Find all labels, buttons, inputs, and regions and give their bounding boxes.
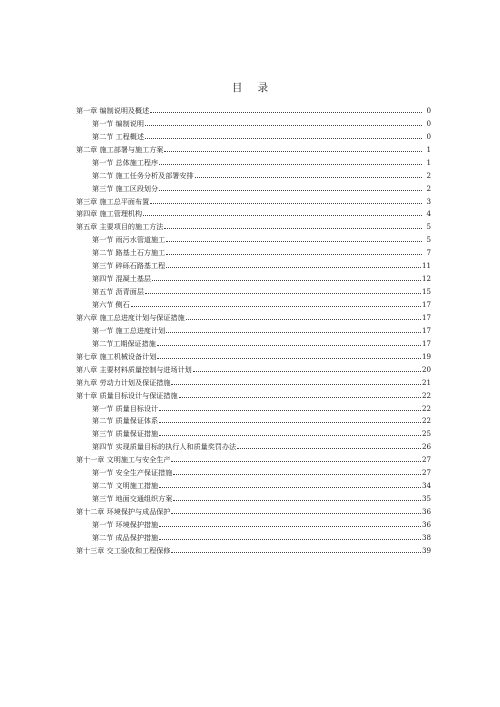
toc-entry-label: 第一节 总体施工程序 — [92, 157, 159, 167]
toc-dot-leader — [171, 552, 420, 553]
toc-section-entry[interactable] — [76, 128, 431, 141]
toc-section-entry[interactable] — [76, 244, 431, 257]
toc-page-number: 27 — [421, 455, 431, 465]
toc-entry-label: 第六节 侧石 — [92, 300, 130, 309]
toc-entry-label: 第一节 环境保护措施 — [92, 519, 159, 529]
toc-dot-leader — [237, 448, 421, 449]
toc-page-number: 27 — [421, 468, 431, 478]
toc-entry-label: 第三节 地面交通组织方案 — [92, 494, 173, 504]
toc-page-number: 3 — [426, 196, 431, 206]
toc-entry-label: 第二节 成品保护措施 — [92, 532, 159, 542]
toc-chapter-entry[interactable] — [76, 387, 431, 400]
toc-entry-label: 第六章 施工总进度计划与保证措施 — [76, 312, 185, 322]
toc-entry-label: 第三章 施工总平面布置 — [76, 196, 150, 206]
toc-page-number: 5 — [426, 235, 431, 245]
toc-section-entry[interactable] — [76, 400, 431, 413]
toc-dot-leader — [145, 125, 422, 126]
toc-dot-leader — [159, 422, 421, 423]
toc-dot-leader — [159, 526, 421, 527]
toc-section-entry[interactable] — [76, 529, 431, 542]
toc-section-entry[interactable] — [76, 115, 431, 128]
toc-page-number: 15 — [421, 287, 431, 297]
toc-entry-label: 第一节 安全生产保证措施 — [92, 468, 173, 478]
toc-chapter-entry[interactable] — [76, 193, 431, 206]
toc-page-number: 17 — [421, 338, 431, 348]
toc-page-number: 25 — [421, 429, 431, 439]
toc-chapter-entry[interactable] — [76, 218, 431, 231]
toc-chapter-entry[interactable] — [76, 542, 431, 555]
toc-entry-label: 第二节 施工任务分析及部署安排 — [92, 170, 194, 180]
toc-chapter-entry[interactable] — [76, 102, 431, 115]
toc-page-number: 36 — [421, 519, 431, 529]
toc-entry-label: 第二章 施工部署与施工方案 — [76, 144, 164, 154]
toc-section-entry[interactable] — [76, 335, 431, 348]
toc-entry-label: 第二节 质量保证体系 — [92, 416, 159, 426]
toc-entry-label: 第三节 质量保证措施 — [92, 429, 159, 439]
toc-dot-leader — [159, 164, 422, 165]
toc-page-number: 5 — [426, 222, 431, 232]
toc-dot-leader — [145, 138, 422, 139]
toc-dot-leader — [166, 267, 421, 268]
toc-page-number: 12 — [421, 274, 431, 284]
toc-dot-leader — [131, 306, 421, 307]
toc-page-number: 11 — [421, 261, 431, 271]
toc-chapter-entry[interactable] — [76, 503, 431, 516]
toc-entry-label: 第十三章 交工验收和工程保修 — [76, 545, 171, 555]
toc-section-entry[interactable] — [76, 180, 431, 193]
toc-entry-label: 第一节 施工总进度计划 — [92, 325, 166, 335]
toc-title: 目 录 — [231, 82, 275, 94]
toc-page-number: 21 — [421, 377, 431, 387]
toc-dot-leader — [164, 228, 422, 229]
toc-dot-leader — [150, 112, 422, 113]
toc-chapter-entry[interactable] — [76, 141, 431, 154]
toc-page-number: 17 — [421, 325, 431, 335]
toc-dot-leader — [186, 319, 421, 320]
toc-page-number: 4 — [426, 209, 431, 219]
toc-entry-label: 第五章 主要项目的施工方法 — [76, 222, 164, 232]
toc-dot-leader — [173, 474, 421, 475]
toc-dot-leader — [179, 397, 421, 398]
toc-entry-label: 第八章 主要材料质量控制与进场计划 — [76, 364, 192, 374]
toc-section-entry[interactable] — [76, 231, 431, 244]
toc-dot-leader — [143, 215, 422, 216]
toc-entry-label: 第四节 混凝土基层 — [92, 274, 152, 284]
toc-section-entry[interactable] — [76, 283, 431, 296]
toc-entry-label: 第四节 实现质量目标的执行人和质量奖罚办法 — [92, 442, 237, 452]
toc-entry-label: 第三节 碎砾石路基工程 — [92, 261, 166, 271]
toc-dot-leader — [159, 539, 421, 540]
toc-entry-label: 第一节 编制说明 — [92, 118, 144, 128]
toc-entry-label: 第二节工期保证措施 — [92, 338, 156, 348]
toc-dot-leader — [159, 487, 421, 488]
toc-entry-label: 第一节 质量目标设计 — [92, 403, 159, 413]
toc-section-entry[interactable] — [76, 257, 431, 270]
toc-dot-leader — [157, 358, 421, 359]
toc-dot-leader — [159, 410, 421, 411]
toc-page-number: 0 — [426, 118, 431, 128]
toc-page-number: 2 — [426, 183, 431, 193]
toc-section-entry[interactable] — [76, 464, 431, 477]
toc-page-number: 2 — [426, 170, 431, 180]
toc-page-number: 26 — [421, 442, 431, 452]
toc-section-entry[interactable] — [76, 425, 431, 438]
toc-dot-leader — [171, 384, 420, 385]
toc-dot-leader — [152, 280, 421, 281]
toc-page-number: 20 — [421, 364, 431, 374]
toc-entry-label: 第七章 施工机械设备计划 — [76, 351, 157, 361]
toc-entry-label: 第一节 雨污水管道施工 — [92, 235, 166, 245]
toc-chapter-entry[interactable] — [76, 309, 431, 322]
toc-page-number: 39 — [421, 545, 431, 555]
toc-page-number: 7 — [426, 248, 431, 258]
toc-chapter-entry[interactable] — [76, 361, 431, 374]
toc-entry-label: 第二节 路基土石方施工 — [92, 248, 166, 258]
toc-dot-leader — [173, 500, 421, 501]
toc-section-entry[interactable] — [76, 490, 431, 503]
toc-page-number: 19 — [421, 351, 431, 361]
toc-dot-leader — [166, 332, 421, 333]
toc-chapter-entry[interactable] — [76, 348, 431, 361]
toc-section-entry[interactable] — [76, 438, 431, 451]
toc-dot-leader — [171, 461, 420, 462]
toc-page-number: 0 — [426, 131, 431, 141]
toc-page-number: 34 — [421, 481, 431, 491]
toc-page-number: 17 — [421, 300, 431, 309]
toc-section-entry[interactable] — [76, 296, 431, 309]
toc-dot-leader — [193, 371, 421, 372]
toc-page-number: 22 — [421, 390, 431, 400]
toc-section-entry[interactable] — [76, 322, 431, 335]
toc-page-number: 1 — [426, 144, 431, 154]
toc-section-entry[interactable] — [76, 167, 431, 180]
toc-entry-label: 第四章 施工管理机构 — [76, 209, 143, 219]
toc-entry-label: 第三节 施工区段划分 — [92, 183, 159, 193]
toc-entry-label: 第一章 编制说明及概述 — [76, 105, 150, 115]
toc-entry-label: 第二节 工程概述 — [92, 131, 144, 141]
toc-section-entry[interactable] — [76, 154, 431, 167]
toc-page-number: 1 — [426, 157, 431, 167]
toc-page-number: 38 — [421, 532, 431, 542]
toc-dot-leader — [145, 293, 421, 294]
toc-page-number: 35 — [421, 494, 431, 504]
toc-dot-leader — [159, 190, 422, 191]
toc-dot-leader — [171, 513, 420, 514]
toc-chapter-entry[interactable] — [76, 374, 431, 387]
toc-page-number: 22 — [421, 403, 431, 413]
toc-dot-leader — [157, 345, 421, 346]
toc-dot-leader — [150, 203, 422, 204]
toc-dot-leader — [166, 254, 422, 255]
toc-page-number: 0 — [426, 105, 431, 115]
toc-dot-leader — [195, 177, 422, 178]
toc-section-entry[interactable] — [76, 413, 431, 426]
toc-chapter-entry[interactable] — [76, 451, 431, 464]
toc-entry-label: 第十二章 环境保护与成品保护 — [76, 507, 171, 516]
toc-section-entry[interactable] — [76, 516, 431, 529]
table-of-contents — [76, 102, 431, 555]
toc-entry-label: 第九章 劳动力计划及保证措施 — [76, 377, 171, 387]
toc-entry-label: 第十一章 文明施工与安全生产 — [76, 455, 171, 465]
toc-entry-label: 第二节 文明施工措施 — [92, 481, 159, 491]
toc-entry-label: 第五节 沥青面层 — [92, 287, 144, 297]
toc-page-number: 17 — [421, 312, 431, 322]
toc-entry-label: 第十章 质量目标设计与保证措施 — [76, 390, 178, 400]
toc-chapter-entry[interactable] — [76, 206, 431, 219]
toc-dot-leader — [164, 151, 422, 152]
toc-section-entry[interactable] — [76, 270, 431, 283]
toc-dot-leader — [166, 241, 422, 242]
toc-page-number: 22 — [421, 416, 431, 426]
toc-section-entry[interactable] — [76, 477, 431, 490]
toc-page-number: 36 — [421, 507, 431, 516]
toc-dot-leader — [159, 435, 421, 436]
